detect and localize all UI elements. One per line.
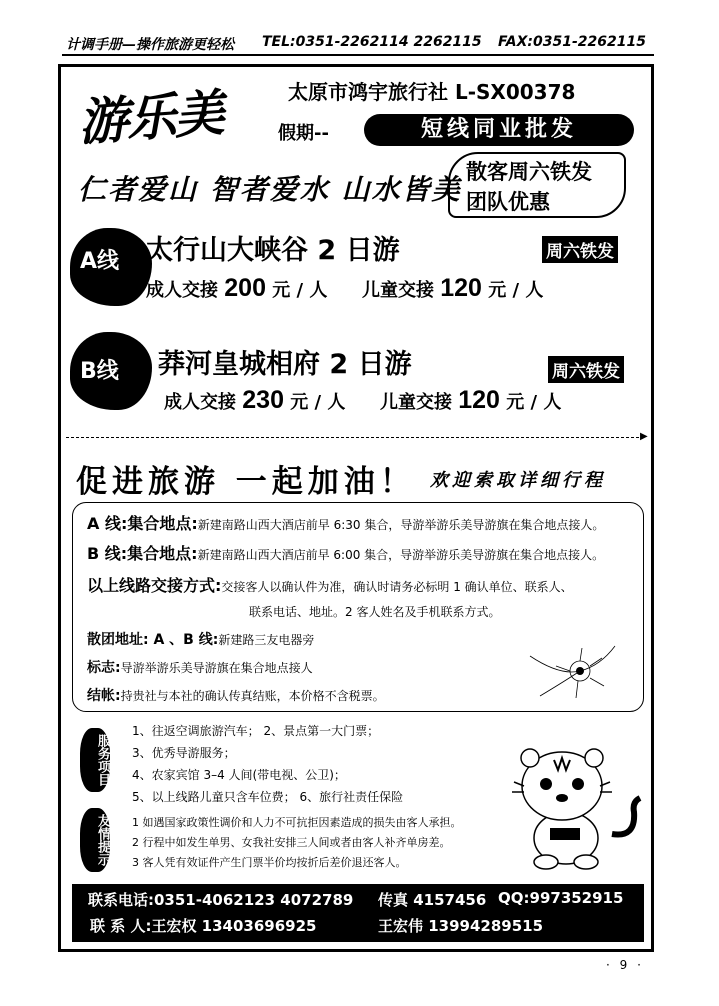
header-tagline: 计调手册—操作旅游更轻松 [66, 37, 234, 53]
badge-line-1: 散客周六铁发 [466, 159, 592, 184]
route-a-child-unit: 元 / 人 [488, 280, 544, 301]
route-a-child-label: 儿童交接 [361, 280, 434, 301]
calligraphy-slogan: 仁者爱山 智者爱水 山水皆美 [78, 173, 462, 206]
route-a-adult-unit: 元 / 人 [272, 280, 328, 301]
info-scatter [87, 629, 314, 649]
contact-person-1 [90, 915, 316, 936]
info-handover-label: 以上线路交接方式: [87, 576, 222, 595]
route-a-day-tag: 周六铁发 [542, 236, 618, 263]
service-item-3: 4、农家宾馆 3–4 人间(带电视、公卫)； [132, 768, 346, 782]
info-sign-text: 导游举游乐美导游旗在集合地点接人 [120, 661, 313, 675]
agency-name: 太原市鸿宇旅行社 L-SX00378 [288, 80, 576, 104]
service-item-2: 3、优秀导游服务； [132, 746, 236, 760]
service-item-1: 1、往返空调旅游汽车； 2、景点第一大门票； [132, 724, 380, 738]
services-list [72, 718, 532, 804]
tip-item-1: 1 如遇国家政策性调价和人力不可抗拒因素造成的损失由客人承担。 [132, 816, 462, 829]
info-scatter-text: 新建路三友电器旁 [218, 633, 315, 647]
promo-subline: 欢迎索取详细行程 [430, 470, 606, 491]
page-number: · 9 · [606, 958, 644, 972]
route-b-adult-label: 成人交接 [164, 392, 236, 413]
header-tel: TEL:0351-2262114 2262115 [262, 34, 482, 50]
route-b-adult-price: 230 [242, 386, 284, 414]
info-settlement-text: 持贵社与本社的确认传真结账，本价格不含税票。 [120, 689, 385, 703]
flower-decoration-icon [520, 636, 620, 706]
route-b-prices [164, 386, 561, 415]
info-route-a-label: A 线:集合地点: [87, 514, 198, 533]
contact-person-label: 联 系 人: [90, 917, 152, 935]
wholesale-banner: 短线同业批发 [364, 114, 634, 146]
info-route-a-text: 新建南路山西大酒店前早 6:30 集合，导游举游乐美导游旗在集合地点接人。 [197, 518, 605, 532]
route-b-title: 莽河皇城相府 2 日游 [158, 349, 412, 380]
promo-headline: 促进旅游 一起加油！ [76, 464, 416, 500]
service-item-4: 5、以上线路儿童只含车位费； 6、旅行社责任保险 [132, 790, 404, 804]
route-b-day-tag: 周六铁发 [548, 356, 624, 383]
individual-saturday-badge [448, 152, 626, 218]
info-sign-label: 标志: [87, 660, 121, 676]
tiger-mascot-icon [508, 742, 648, 870]
contact-person-1-text: 王宏权 13403696925 [151, 917, 317, 935]
route-a-adult-label: 成人交接 [146, 280, 218, 301]
contact-fax-label: 传真 [378, 891, 409, 909]
contact-person-2: 王宏伟 13994289515 [378, 917, 544, 935]
top-header-bar [62, 32, 654, 56]
tips-tag: 友情提示 [80, 808, 110, 872]
contact-phone-numbers: 0351-4062123 4072789 [154, 891, 354, 909]
tip-item-3: 3 客人凭有效证件产生门票半价均按折后差价退还客人。 [132, 856, 407, 869]
info-handover [87, 573, 573, 596]
route-b-child-unit: 元 / 人 [506, 392, 562, 413]
tip-item-2: 2 行程中如发生单男、女我社安排三人间或者由客人补齐单房差。 [132, 836, 451, 849]
divider-arrow-icon: ▶ [640, 431, 648, 442]
route-b-child-price: 120 [458, 386, 500, 414]
contact-fax [378, 889, 486, 910]
info-settlement-label: 结帐: [87, 688, 121, 704]
contact-phones [88, 889, 353, 910]
route-a-prices [146, 274, 543, 303]
route-a-child-price: 120 [440, 274, 482, 302]
info-route-b-text: 新建南路山西大酒店前早 6:00 集合，导游举游乐美导游旗在集合地点接人。 [197, 548, 605, 562]
contact-fax-number: 4157456 [413, 891, 487, 909]
info-handover-text-2: 联系电话、地址。2 客人姓名及手机联系方式。 [249, 605, 501, 619]
route-a-adult-price: 200 [224, 274, 266, 302]
route-a-badge-label: A线 [80, 249, 120, 274]
route-b-badge-label: B线 [80, 359, 119, 384]
dashed-divider [66, 437, 644, 438]
info-route-a [87, 511, 604, 534]
brand-logo: 游乐美 [76, 84, 225, 152]
route-b-child-label: 儿童交接 [379, 392, 452, 413]
info-route-b-label: B 线:集合地点: [87, 544, 198, 563]
info-sign [87, 657, 313, 677]
info-handover-text-1: 交接客人以确认件为准，确认时请务必标明 1 确认单位、联系人、 [221, 580, 573, 594]
route-a-title: 太行山大峡谷 2 日游 [146, 235, 400, 266]
info-route-b [87, 541, 604, 564]
info-settlement [87, 685, 385, 705]
contact-bar [72, 884, 644, 942]
contact-phone-label: 联系电话: [88, 891, 154, 909]
route-b-adult-unit: 元 / 人 [290, 392, 346, 413]
services-tag: 服务项目 [80, 728, 110, 792]
badge-line-2: 团队优惠 [466, 189, 550, 214]
holiday-label: 假期-- [278, 123, 329, 144]
contact-qq: QQ:997352915 [498, 889, 624, 907]
info-scatter-label: 散团地址: A 、B 线: [87, 632, 219, 648]
header-fax: FAX:0351-2262115 [498, 34, 646, 50]
